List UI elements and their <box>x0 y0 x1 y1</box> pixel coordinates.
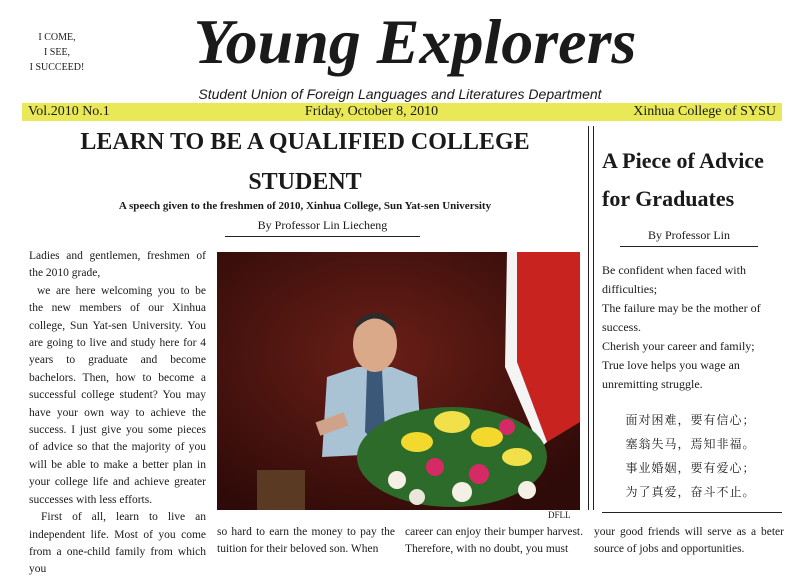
main-headline <box>40 122 570 202</box>
advice-line: The failure may be the mother of success. <box>602 301 761 334</box>
column-divider <box>588 126 589 510</box>
headline-line: STUDENT <box>248 169 362 195</box>
motto-line: I COME, <box>38 32 76 43</box>
sidebar-divider <box>602 512 782 513</box>
chinese-line: 事业婚姻，要有爱心； <box>625 461 756 475</box>
chinese-line: 为了真爱，奋斗不止。 <box>625 485 756 499</box>
column-divider <box>593 126 594 510</box>
article-paragraph: First of all, learn to live an independent life. Most of you come from a one-child family from which you <box>29 511 206 576</box>
article-paragraph: Ladies and gentlemen, freshmen of the 2010 grade, <box>29 250 206 280</box>
sidebar-byline: By Professor Lin <box>620 228 758 247</box>
issue-volume: Vol.2010 No.1 <box>28 104 110 119</box>
sidebar-title-line: A Piece of Advice <box>602 148 764 173</box>
issue-bar <box>22 103 782 121</box>
motto <box>22 30 92 75</box>
article-column-4 <box>594 524 784 559</box>
sidebar-chinese-verse <box>598 408 783 504</box>
article-paragraph: we are here welcoming you to be the new members of our Xinhua college, Sun Yat-sen University. You are going to live and study here for 4 years to graduate and become bachelors. Then, how to become a successful college student? You may have your own way to achieve the success. I just give you some pieces of advice so that the majority of you will be able to make a better plan in your college life and achieve greater successes with less efforts. <box>29 284 206 506</box>
article-paragraph: your good friends will serve as a beter source of jobs and opportunities. <box>594 526 784 556</box>
article-paragraph: career can enjoy their bumper harvest. Therefore, with no doubt, you must <box>405 526 583 556</box>
advice-line: Cherish your career and family; <box>602 339 755 353</box>
issue-date: Friday, October 8, 2010 <box>304 104 439 119</box>
motto-line: I SUCCEED! <box>29 62 85 73</box>
department-name: Student Union of Foreign Languages and Literatures Department <box>198 86 602 102</box>
issue-school: Xinhua College of SYSU <box>633 104 776 119</box>
main-byline: By Professor Lin Liecheng <box>225 218 420 237</box>
chinese-line: 塞翁失马，焉知非福。 <box>625 437 756 451</box>
article-column-3 <box>405 524 583 559</box>
sidebar-advice-text <box>602 261 786 394</box>
sidebar-title <box>602 142 792 218</box>
article-column-1 <box>29 248 206 579</box>
main-subhead: A speech given to the freshmen of 2010, Xinhua College, Sun Yat-sen University <box>118 200 492 212</box>
headline-line: LEARN TO BE A QUALIFIED COLLEGE <box>80 129 530 155</box>
motto-line: I SEE, <box>43 47 71 58</box>
article-column-2 <box>217 524 395 559</box>
sidebar-title-line: for Graduates <box>602 186 735 211</box>
advice-line: Be confident when faced with difficulties; <box>602 263 746 296</box>
chinese-line: 面对困难，要有信心； <box>625 413 756 427</box>
article-paragraph: so hard to earn the money to pay the tuition for their beloved son. When <box>217 526 395 556</box>
masthead-title: Young Explorers <box>193 6 637 77</box>
advice-line: True love helps you wage an unremitting struggle. <box>602 358 740 391</box>
photo-credit: DFLL <box>548 510 571 520</box>
speaker-photo <box>217 252 580 510</box>
